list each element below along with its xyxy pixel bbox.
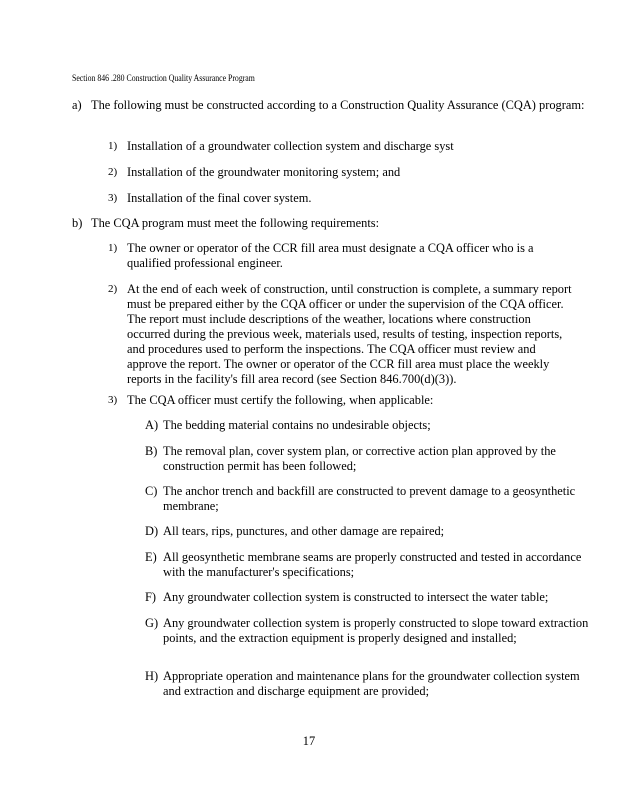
item-B-label: B) [145,444,158,458]
item-b1-label: 1) [108,242,118,254]
item-a1-label: 1) [108,140,118,152]
item-H-text: Appropriate operation and maintenance plans for the groundwater collection system and extraction and discharge equipment are provided; [163,669,580,698]
page-number: 17 [302,734,316,748]
item-a3-label: 3) [108,192,118,204]
item-a2-text: Installation of the groundwater monitoring system; and [127,165,401,179]
item-C-label: C) [145,484,158,498]
item-b-label: b) [72,216,83,230]
item-A-text: The bedding material contains no undesirable objects; [163,418,431,432]
item-E-text: All geosynthetic membrane seams are properly constructed and tested in accordance with the manufacturer's specifications; [163,550,582,579]
item-b3-label: 3) [108,394,118,406]
item-H-label: H) [145,669,159,683]
item-F-label: F) [145,590,157,604]
item-b1-text: The owner or operator of the CCR fill area must designate a CQA officer who is a qualified professional engineer. [127,241,534,270]
item-G-label: G) [145,616,159,630]
item-A-label: A) [145,418,159,432]
item-D-label: D) [145,524,159,538]
item-G-text: Any groundwater collection system is properly constructed to slope toward extraction points, and the extraction equipment is properly designed and installed; [163,616,589,645]
item-D-text: All tears, rips, punctures, and other damage are repaired; [163,524,445,538]
item-b3-text: The CQA officer must certify the following, when applicable: [127,393,434,407]
item-b2-label: 2) [108,283,118,295]
section-header: Section 846 .280 Construction Quality Assurance Program [72,74,255,84]
item-a1-text: Installation of a groundwater collection system and discharge syst [127,139,454,153]
item-b2-text: At the end of each week of construction, until construction is complete, a summary report must be prepared either by the CQA officer or under the supervision of the CQA officer. The report must include descriptions of the weather, locations where construction occurred during the previous week, materials used, results of testing, inspection reports, and procedures used to perform the inspections. The CQA officer must review and approve the report. The owner or operator of the CCR fill area must place the weekly reports in the facility's fill area record (see Section 846.700(d)(3)). [127,282,572,386]
item-E-label: E) [145,550,157,564]
item-a-label: a) [72,98,82,112]
item-a3-text: Installation of the final cover system. [127,191,312,205]
item-B-text: The removal plan, cover system plan, or corrective action plan approved by the construction permit has been followed; [163,444,556,473]
item-C-text: The anchor trench and backfill are constructed to prevent damage to a geosynthetic membrane; [163,484,576,513]
item-F-text: Any groundwater collection system is constructed to intersect the water table; [163,590,549,604]
item-a-text: The following must be constructed according to a Construction Quality Assurance (CQA) program: [91,98,585,112]
item-a2-label: 2) [108,166,118,178]
item-b-text: The CQA program must meet the following requirements: [91,216,380,230]
